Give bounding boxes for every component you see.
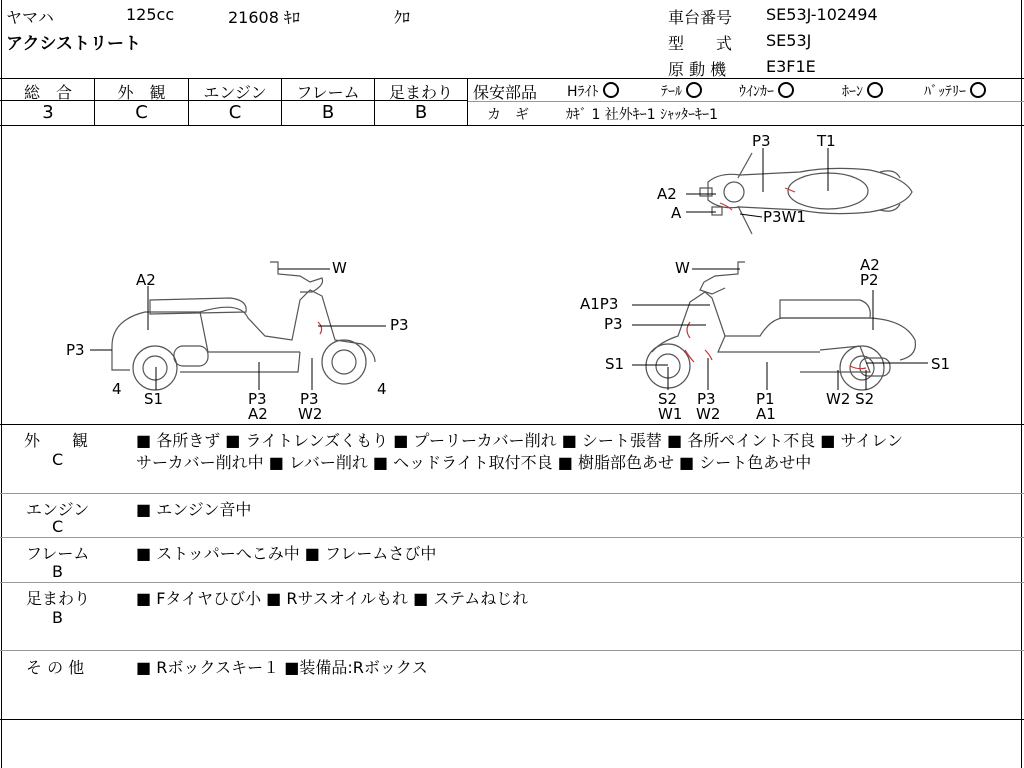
engine-score-label: エンジン: [203, 83, 267, 102]
score-divider: [467, 78, 468, 125]
top-view-diagram: [700, 153, 912, 234]
key-value: ｶｷﾞ 1 社外ｷｰ1 ｼｬｯﾀｰｷｰ1: [566, 107, 719, 123]
label-right-a2: A2: [860, 256, 880, 274]
engine-findings-grade: C: [52, 517, 64, 536]
label-right-a1: A1: [756, 405, 776, 423]
type-label: 型 式: [668, 34, 733, 53]
suspension-score-value: B: [414, 102, 428, 123]
label-right-a1p3: A1P3: [580, 295, 619, 313]
chassis-number-label: 車台番号: [668, 8, 733, 27]
frame-score-label: フレーム: [296, 83, 360, 102]
label-right-p3: P3: [604, 315, 623, 333]
suspension-findings-line1: ■ Fタイヤひび小 ■ Rサスオイルもれ ■ ステムねじれ: [136, 589, 529, 608]
label-left-w2-c: W2: [298, 405, 323, 423]
safety-item-winker: ｳｲﾝｶｰ: [739, 81, 794, 101]
label-right-w2s2: W2 S2: [826, 390, 875, 408]
findings-bottom-border: [0, 719, 1024, 720]
circle-ok-icon: [603, 82, 619, 98]
circle-ok-icon: [867, 82, 883, 98]
findings-divider: [0, 582, 1024, 583]
label-left-s1: S1: [144, 390, 164, 408]
safety-item-horn: ﾎｰﾝ: [842, 81, 883, 101]
exterior-findings-line1: ■ 各所きず ■ ライトレンズくもり ■ プーリーカバー削れ ■ シート張替 ■ 各所ペイント不良 ■ サイレン: [136, 431, 903, 450]
safety-mid-line: [468, 101, 1024, 102]
suspension-findings-label: 足まわり: [26, 589, 91, 608]
label-left-p3-left: P3: [66, 341, 85, 359]
label-right-p1: P1: [756, 390, 775, 408]
engine-findings-line1: ■ エンジン音中: [136, 500, 252, 519]
safety-item-headlight: Hﾗｲﾄ: [567, 81, 619, 101]
safety-item-tail: ﾃｰﾙ: [661, 81, 702, 101]
label-left-a2: A2: [136, 271, 156, 289]
engine-findings-label: エンジン: [26, 500, 90, 519]
label-right-p3-b: P3: [697, 390, 716, 408]
circle-ok-icon: [686, 82, 702, 98]
score-table-top-border: [0, 78, 1024, 79]
engine-model-label: 原 動 機: [668, 60, 727, 79]
engine-score-value: C: [228, 102, 242, 123]
label-right-w1: W1: [658, 405, 683, 423]
frame-score-value: B: [321, 102, 335, 123]
suspension-findings-grade: B: [52, 608, 63, 627]
findings-top-border: [0, 424, 1024, 425]
engine-model-value: E3F1E: [766, 57, 816, 76]
label-right-s1-left: S1: [605, 355, 625, 373]
label-right-s1-right: S1: [931, 355, 951, 373]
safety-item-battery: ﾊﾞｯﾃﾘｰ: [924, 81, 986, 101]
overall-value: 3: [42, 102, 54, 123]
label-left-p3-c: P3: [300, 390, 319, 408]
exterior-findings-line2: サーカバー削れ中 ■ レバー削れ ■ ヘッドライト取付不良 ■ 樹脂部色あせ ■ シート色あせ中: [136, 453, 812, 472]
engine-cc: 125cc: [126, 5, 175, 24]
type-value: SE53J: [766, 31, 812, 50]
label-top-p3: P3: [752, 132, 771, 150]
other-findings-line1: ■ Rボックスキー１ ■装備品:Rボックス: [136, 658, 428, 677]
exterior-label: 外 観: [117, 83, 166, 102]
label-right-w: W: [675, 259, 690, 277]
damage-diagrams: [0, 126, 1024, 424]
label-left-4-left: 4: [112, 380, 122, 398]
label-right-p2: P2: [860, 271, 879, 289]
label-left-p3-right: P3: [390, 316, 409, 334]
exterior-value: C: [135, 102, 148, 123]
body-color: ｸﾛ: [394, 8, 411, 27]
overall-label: 総 合: [23, 83, 72, 102]
exterior-findings-label: 外 観: [24, 431, 89, 450]
label-left-w: W: [332, 259, 347, 277]
key-label: カ ギ: [487, 107, 529, 123]
label-left-a2-b: A2: [248, 405, 268, 423]
model-name: アクシストリート: [6, 34, 141, 54]
suspension-score-label: 足まわり: [388, 83, 453, 102]
mileage: 21608 ｷﾛ: [228, 8, 300, 27]
frame-findings-line1: ■ ストッパーへこみ中 ■ フレームさび中: [136, 544, 437, 563]
findings-divider: [0, 650, 1024, 651]
chassis-number-value: SE53J-102494: [766, 5, 878, 24]
findings-divider: [0, 537, 1024, 538]
label-right-s2: S2: [658, 390, 678, 408]
frame-findings-label: フレーム: [26, 544, 90, 563]
label-top-a: A: [671, 204, 682, 222]
label-top-t1: T1: [817, 132, 836, 150]
frame-findings-grade: B: [52, 562, 63, 581]
other-findings-label: そ の 他: [26, 658, 85, 677]
safety-parts-label: 保安部品: [473, 83, 538, 102]
circle-ok-icon: [970, 82, 986, 98]
exterior-findings-grade: C: [52, 450, 64, 469]
label-top-p3w1: P3W1: [763, 208, 806, 226]
label-top-a2: A2: [657, 185, 677, 203]
maker: ヤマハ: [6, 8, 54, 27]
label-right-w2-b: W2: [696, 405, 721, 423]
label-left-4-right: 4: [377, 380, 387, 398]
label-left-p3-b: P3: [248, 390, 267, 408]
findings-divider: [0, 493, 1024, 494]
circle-ok-icon: [778, 82, 794, 98]
